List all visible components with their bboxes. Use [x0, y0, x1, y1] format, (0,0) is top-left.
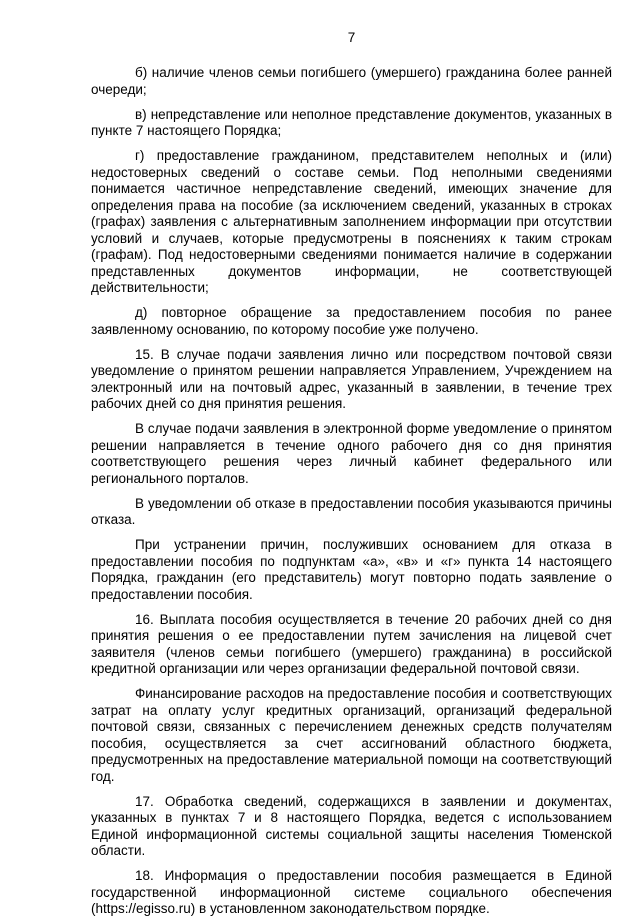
paragraph-clause-15: 15. В случае подачи заявления лично или посредством почтовой связи уведомление о принятом решении направляется Управлением, Учреждением на электронный или на почтовый адрес, указанный в заявлении, в течение трех рабочих дней со дня принятия решения.	[91, 346, 612, 411]
paragraph-clause-15-electronic: В случае подачи заявления в электронной форме уведомление о принятом решении направляется в течение одного рабочего дня со дня принятия соответствующего решения через личный кабинет федерального или регионального порталов.	[91, 421, 612, 486]
paragraph-item-g: г) предоставление гражданином, представителем неполных и (или) недостоверных сведений о составе семьи. Под неполными сведениями понимается частичное непредставление сведений, имеющих значение для определения права на пособие (за исключением сведений, указанных в строках (графах) заявления с альтернативным заполнением информации при отсутствии условий и случаев, которые предусмотрены в пояснениях к таким строкам (графам). Под недостоверными сведениями понимается наличие в содержании представленных документов информации, не соответствующей действительности;	[91, 148, 612, 295]
paragraph-item-d: д) повторное обращение за предоставлением пособия по ранее заявленному основанию, по которому пособие уже получено.	[91, 305, 612, 337]
paragraph-item-b: б) наличие членов семьи погибшего (умершего) гражданина более ранней очереди;	[91, 65, 612, 97]
paragraph-clause-15-refusal-reasons: В уведомлении об отказе в предоставлении пособия указываются причины отказа.	[91, 495, 612, 527]
paragraph-clause-17: 17. Обработка сведений, содержащихся в заявлении и документах, указанных в пунктах 7 и 8 настоящего Порядка, ведется с использованием Единой информационной системы социальной защиты населения Тюменской области.	[91, 793, 612, 858]
page-number: 7	[347, 30, 356, 45]
paragraph-clause-16: 16. Выплата пособия осуществляется в течение 20 рабочих дней со дня принятия решения о ее предоставлении путем зачисления на лицевой счет заявителя (членов семьи погибшего (умершего) гражданина) в российской кредитной организации или через организации федеральной почтовой связи.	[91, 611, 612, 676]
paragraph-clause-16-financing: Финансирование расходов на предоставление пособия и соответствующих затрат на оплату услуг кредитных организаций, организаций федеральной почтовой связи, связанных с перечислением денежных средств получателям пособия, осуществляется за счет ассигнований областного бюджета, предусмотренных на предоставление материальной помощи на соответствующий год.	[91, 686, 612, 784]
paragraph-clause-18: 18. Информация о предоставлении пособия размещается в Единой государственной информационной системе социального обеспечения (https://egisso.ru) в установленном законодательством порядке.	[91, 868, 612, 916]
document-body	[91, 65, 612, 918]
paragraph-clause-15-reapply: При устранении причин, послуживших основанием для отказа в предоставлении пособия по подпунктам «а», «в» и «г» пункта 14 настоящего Порядка, гражданин (его представитель) могут повторно подать заявление о предоставлении пособия.	[91, 537, 612, 602]
paragraph-item-v: в) непредставление или неполное представление документов, указанных в пункте 7 настоящего Порядка;	[91, 106, 612, 138]
